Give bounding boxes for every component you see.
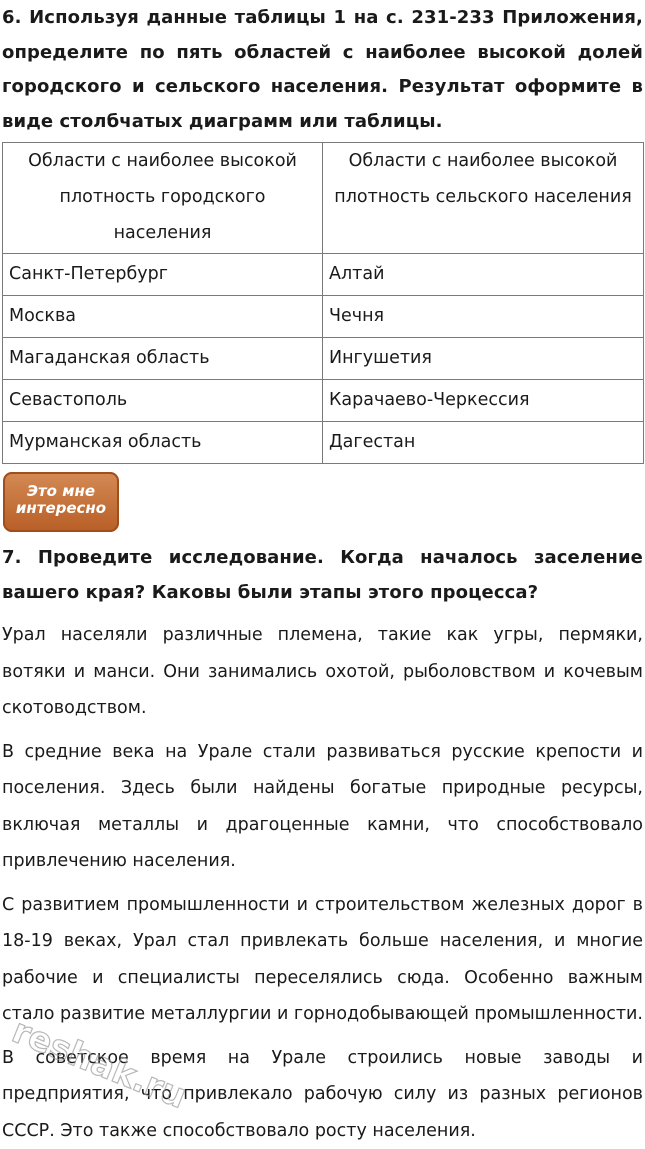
urban-cell: Магаданская область xyxy=(3,338,323,380)
urban-cell: Мурманская область xyxy=(3,422,323,464)
urban-cell: Севастополь xyxy=(3,380,323,422)
header-rural: Области с наиболее высокой плотность сельского населения xyxy=(323,143,644,254)
paragraph: В средние века на Урале стали развиваться русские крепости и поселения. Здесь были найдены богатые природные ресурсы, включая металлы и драгоценные камни, что способствовало привлечению населения. xyxy=(2,727,643,880)
paragraph: Урал населяли различные племена, такие как угры, пермяки, вотяки и манси. Они занимались охотой, рыболовством и кочевым скотоводством. xyxy=(2,610,643,727)
table-row xyxy=(3,338,644,380)
table-row xyxy=(3,380,644,422)
rural-cell: Дагестан xyxy=(323,422,644,464)
badge-line-2: интересно xyxy=(3,500,119,517)
rural-cell: Алтай xyxy=(323,254,644,296)
watermark-text: reshak.ru xyxy=(7,1011,192,1117)
table-row xyxy=(3,422,644,464)
task-6-title: 6. Используя данные таблицы 1 на с. 231-233 Приложения, определите по пять областей с наиболее высокой долей городского и сельского населения. Результат оформите в виде столбчатых диаграмм или таблицы. xyxy=(2,0,643,139)
task-7-title: 7. Проведите исследование. Когда началось заселение вашего края? Каковы были этапы этого процесса? xyxy=(2,540,643,610)
table-row xyxy=(3,296,644,338)
header-urban: Области с наиболее высокой плотность городского населения xyxy=(3,143,323,254)
table-row xyxy=(3,254,644,296)
task-7-section xyxy=(2,540,643,1149)
urban-cell: Москва xyxy=(3,296,323,338)
paragraph: С развитием промышленности и строительством железных дорог в 18-19 веках, Урал стал привлекать больше населения, и многие рабочие и специалисты переселялись сюда. Особенно важным стало развитие металлургии и горнодобывающей промышленности. xyxy=(2,880,643,1033)
table-header-row xyxy=(3,143,644,254)
rural-cell: Чечня xyxy=(323,296,644,338)
paragraph: В советское время на Урале строились новые заводы и предприятия, что привлекало рабочую силу из разных регионов СССР. Это также способствовало росту населения. xyxy=(2,1033,643,1149)
badge-line-1: Это мне xyxy=(3,483,119,500)
rural-cell: Карачаево-Черкессия xyxy=(323,380,644,422)
urban-cell: Санкт-Петербург xyxy=(3,254,323,296)
rural-cell: Ингушетия xyxy=(323,338,644,380)
regions-table xyxy=(2,142,644,464)
interesting-badge xyxy=(3,472,119,532)
